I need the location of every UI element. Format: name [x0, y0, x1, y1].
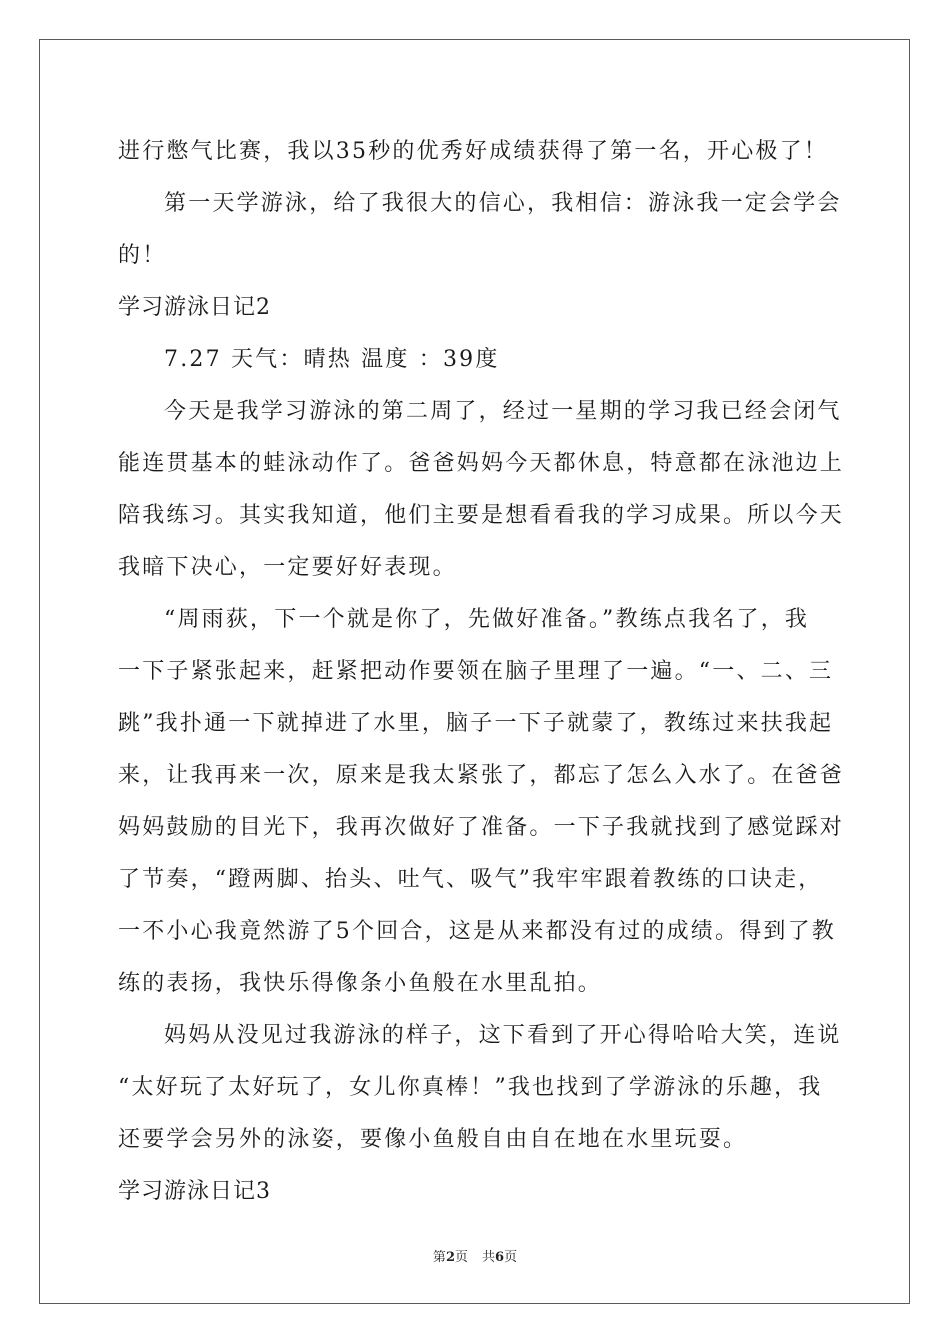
section-heading: 学习游泳日记2 [118, 295, 271, 320]
paragraph-line: 一下子紧张起来，赶紧把动作要领在脑子里理了一遍。“一、二、三 [118, 659, 834, 684]
paragraph-line: 练的表扬，我快乐得像条小鱼般在水里乱拍。 [118, 971, 603, 996]
paragraph-line: 今天是我学习游泳的第二周了，经过一星期的学习我已经会闭气 [164, 399, 842, 424]
page-footer [0, 1246, 950, 1265]
diary-date-line: 7.27 天气：晴热 温度 ：39度 [164, 347, 500, 372]
paragraph-line: 妈妈从没见过我游泳的样子，这下看到了开心得哈哈大笑，连说 [164, 1023, 842, 1048]
paragraph-line: 还要学会另外的泳姿，要像小鱼般自由自在地在水里玩耍。 [118, 1127, 748, 1152]
page-label-suffix: 页 [454, 1250, 468, 1265]
paragraph-line: 的！ [118, 243, 167, 268]
current-page-number: 2 [445, 1250, 455, 1265]
page-label-prefix: 第 [432, 1250, 446, 1265]
total-label-prefix: 共 [482, 1250, 496, 1265]
section-heading: 学习游泳日记3 [118, 1179, 271, 1204]
total-label-suffix: 页 [504, 1250, 518, 1265]
paragraph-line: “太好玩了太好玩了，女儿你真棒！”我也找到了学游泳的乐趣，我 [118, 1075, 823, 1100]
paragraph-line: 进行憋气比赛，我以35秒的优秀好成绩获得了第一名，开心极了！ [118, 139, 828, 164]
paragraph-line: 了节奏，“蹬两脚、抬头、吐气、吸气”我牢牢跟着教练的口诀走， [118, 867, 823, 892]
paragraph-line: 第一天学游泳，给了我很大的信心，我相信：游泳我一定会学会 [164, 191, 842, 216]
paragraph-line: 跳”我扑通一下就掉进了水里，脑子一下子就蒙了，教练过来扶我起 [118, 711, 834, 736]
paragraph-line: 能连贯基本的蛙泳动作了。爸爸妈妈今天都休息，特意都在泳池边上 [118, 451, 845, 476]
paragraph-line: 妈妈鼓励的目光下，我再次做好了准备。一下子我就找到了感觉踩对 [118, 815, 845, 840]
paragraph-line: 一不小心我竟然游了5个回合，这是从来都没有过的成绩。得到了教 [118, 919, 836, 944]
paragraph-line: 来，让我再来一次，原来是我太紧张了，都忘了怎么入水了。在爸爸 [118, 763, 845, 788]
document-body [118, 126, 845, 1218]
paragraph-line: 陪我练习。其实我知道，他们主要是想看看我的学习成果。所以今天 [118, 503, 845, 528]
paragraph-line: 我暗下决心，一定要好好表现。 [118, 555, 457, 580]
total-page-number: 6 [495, 1250, 505, 1265]
paragraph-line: “周雨荻，下一个就是你了，先做好准备。”教练点我名了，我 [164, 607, 810, 632]
